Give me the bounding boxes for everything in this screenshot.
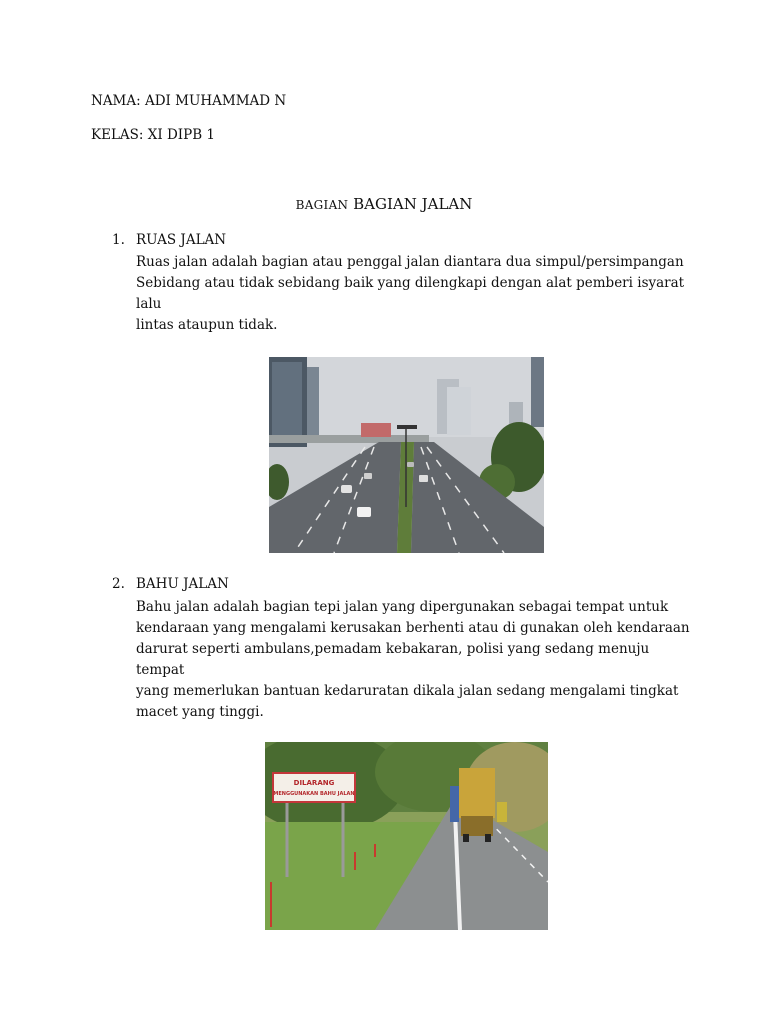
student-name: NAMA: ADI MUHAMMAD N	[91, 93, 287, 109]
section-body-ruas-jalan: Ruas jalan adalah bagian atau penggal jalan diantara dua simpul/persimpangan Sebidang atau tidak sebidang baik yang dilengkapi dengan alat pemberi isyarat lalu lintas ataupun tidak.	[136, 254, 685, 333]
sign-line1: DILARANG	[293, 779, 335, 787]
road-shoulder-photo	[265, 742, 548, 930]
section-number: 1.	[112, 232, 125, 248]
sign-line2: MENGGUNAKAN BAHU JALAN	[273, 791, 355, 797]
title-prefix: BAGIAN	[295, 198, 349, 212]
student-class: KELAS: XI DIPB 1	[91, 127, 216, 143]
section-heading-ruas-jalan: RUAS JALAN	[136, 232, 227, 248]
title-main: BAGIAN JALAN	[353, 195, 473, 213]
document-title	[0, 195, 768, 213]
section-body-bahu-jalan: Bahu jalan adalah bagian tepi jalan yang dipergunakan sebagai tempat untuk kendaraan yang mengalami kerusakan berhenti atau di gunakan oleh kendaraan darurat seperti ambulans,pemadam kebakaran, polisi yang sedang menuju tempat yang memerlukan bantuan kedaruratan dikala jalan sedang mengalami tingkat macet yang tinggi.	[136, 599, 690, 720]
section-number: 2.	[112, 576, 125, 592]
section-heading-bahu-jalan: BAHU JALAN	[136, 576, 229, 592]
highway-photo	[269, 357, 544, 553]
